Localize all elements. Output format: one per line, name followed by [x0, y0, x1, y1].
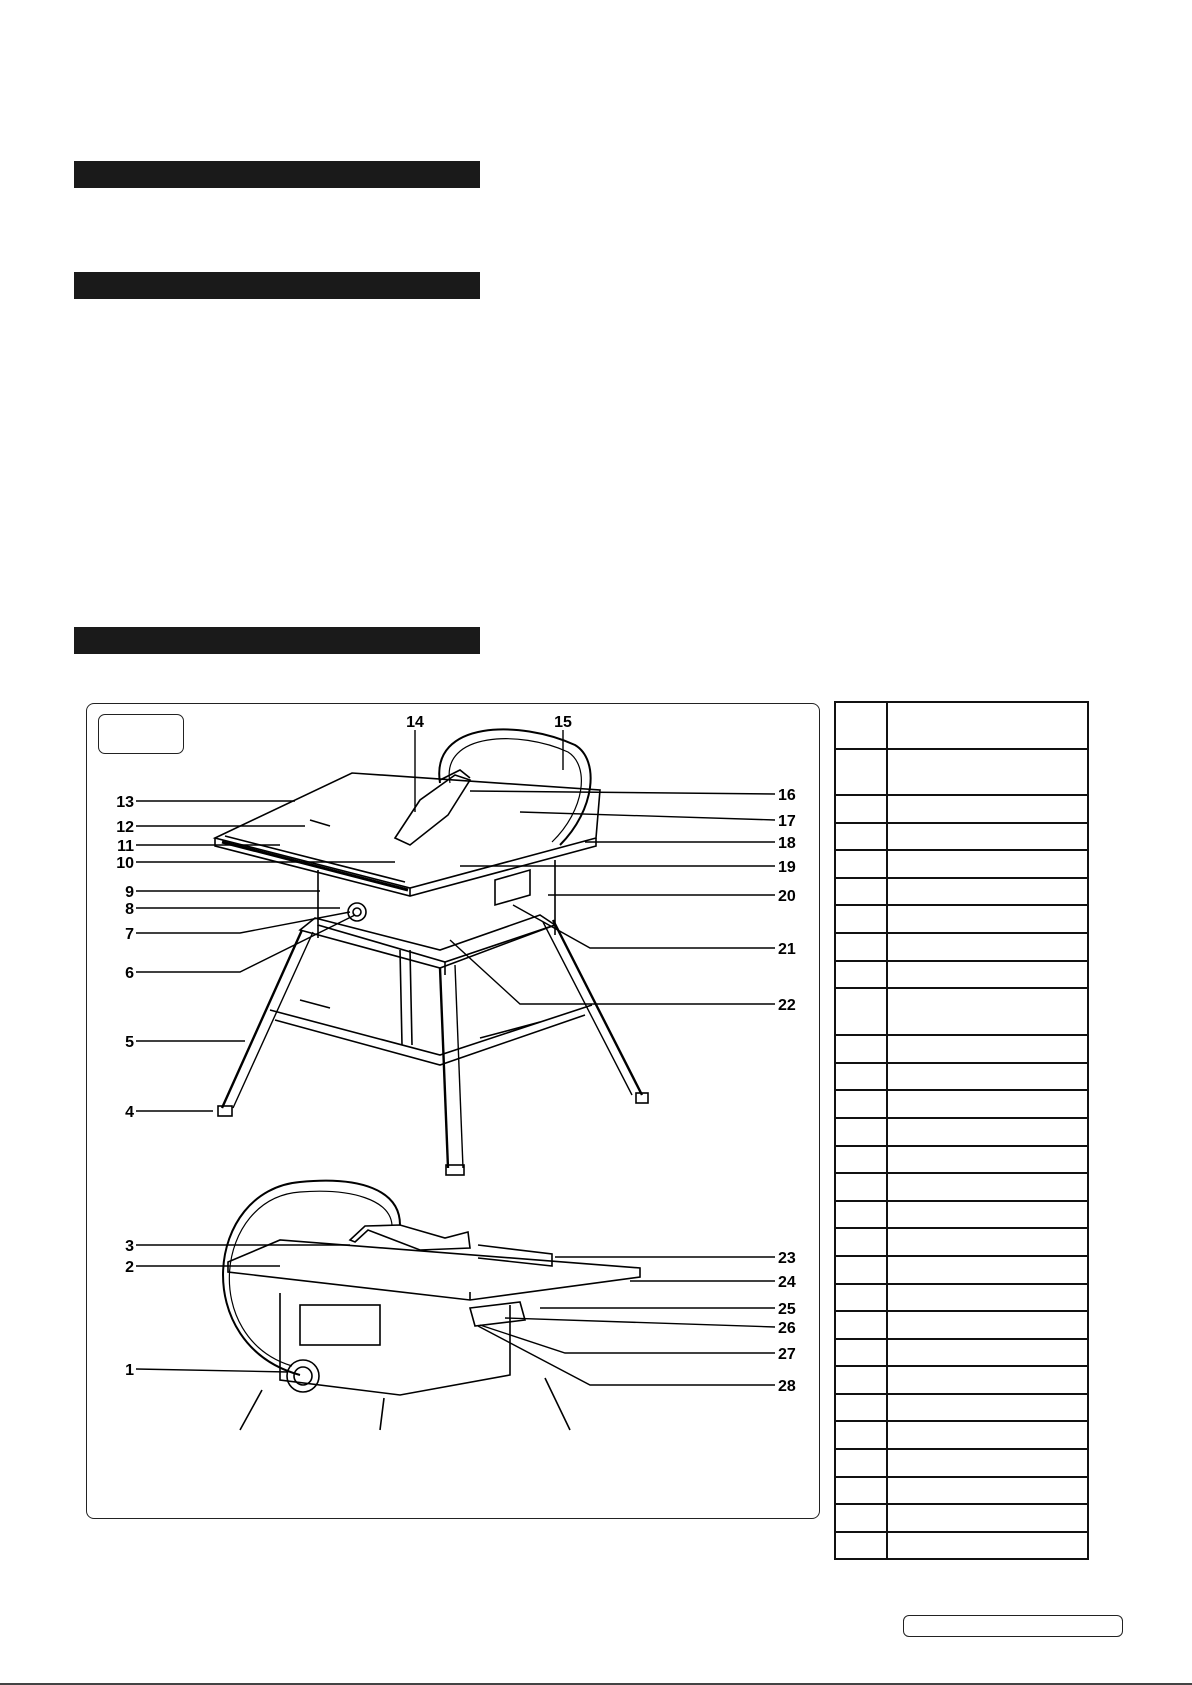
callout-23: 23 — [778, 1250, 796, 1267]
callout-9: 9 — [125, 884, 134, 901]
callout-22: 22 — [778, 997, 796, 1014]
callout-3: 3 — [125, 1238, 134, 1255]
parts-table-row — [835, 1173, 1088, 1201]
parts-table-row — [835, 795, 1088, 823]
callout-4: 4 — [125, 1104, 134, 1121]
parts-key-table — [834, 701, 1089, 1560]
parts-table-row — [835, 1449, 1088, 1477]
parts-table-row — [835, 1477, 1088, 1505]
callout-25: 25 — [778, 1301, 796, 1318]
parts-table-row — [835, 1504, 1088, 1532]
callout-21: 21 — [778, 941, 796, 958]
parts-table-row — [835, 1063, 1088, 1091]
callout-15: 15 — [554, 714, 572, 731]
callout-17: 17 — [778, 813, 796, 830]
parts-table-row — [835, 905, 1088, 933]
callout-2: 2 — [125, 1259, 134, 1276]
callout-13: 13 — [116, 794, 134, 811]
callout-26: 26 — [778, 1320, 796, 1337]
callout-27: 27 — [778, 1346, 796, 1363]
parts-table-row — [835, 1532, 1088, 1560]
callout-18: 18 — [778, 835, 796, 852]
parts-table-row — [835, 933, 1088, 961]
callout-19: 19 — [778, 859, 796, 876]
parts-table-row — [835, 1284, 1088, 1312]
parts-table-row — [835, 1339, 1088, 1367]
parts-table-row — [835, 1228, 1088, 1256]
page-number-box — [903, 1615, 1123, 1637]
parts-table-row — [835, 1035, 1088, 1063]
callout-6: 6 — [125, 965, 134, 982]
parts-table-row — [835, 1146, 1088, 1174]
callout-7: 7 — [125, 926, 134, 943]
parts-table-row — [835, 1421, 1088, 1449]
blade-guard-upper — [395, 775, 470, 845]
parts-table-row — [835, 823, 1088, 851]
callout-8: 8 — [125, 901, 134, 918]
parts-table-row — [835, 1201, 1088, 1229]
parts-table-row — [835, 850, 1088, 878]
callout-14: 14 — [406, 714, 424, 731]
callout-10: 10 — [116, 855, 134, 872]
parts-table-row — [835, 1256, 1088, 1284]
callout-5: 5 — [125, 1034, 134, 1051]
table-top-upper — [215, 773, 600, 888]
callout-20: 20 — [778, 888, 796, 905]
parts-table-header — [835, 702, 1088, 749]
parts-table-row — [835, 749, 1088, 795]
parts-table-row — [835, 1090, 1088, 1118]
callout-12: 12 — [116, 819, 134, 836]
saw-lower-drawing — [223, 1181, 640, 1430]
callout-24: 24 — [778, 1274, 796, 1291]
parts-table-row — [835, 1118, 1088, 1146]
parts-table-row — [835, 1311, 1088, 1339]
callout-1: 1 — [125, 1362, 134, 1379]
callout-leaders — [136, 730, 775, 1385]
parts-table-row — [835, 1366, 1088, 1394]
parts-table-row — [835, 1394, 1088, 1422]
parts-table-row — [835, 988, 1088, 1035]
parts-table-row — [835, 878, 1088, 906]
callout-11: 11 — [117, 838, 134, 855]
callout-16: 16 — [778, 787, 796, 804]
parts-table-row — [835, 961, 1088, 989]
callout-28: 28 — [778, 1378, 796, 1395]
